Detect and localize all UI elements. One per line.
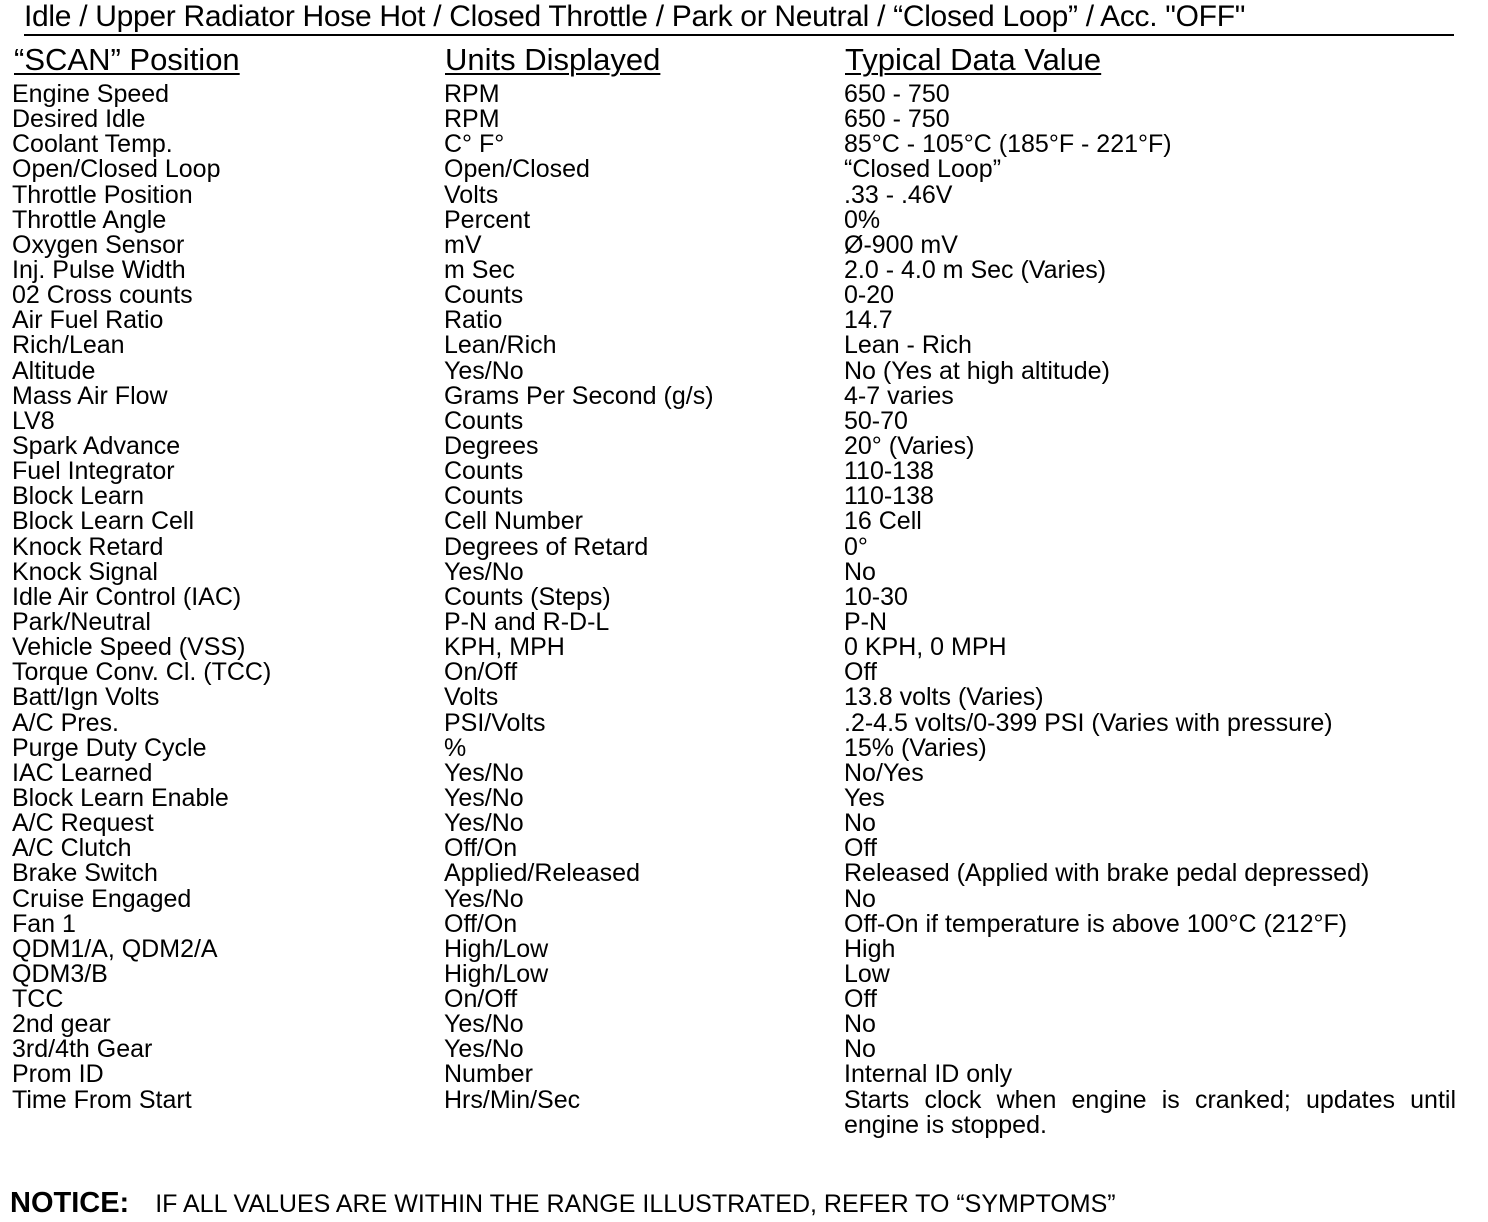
typical-data-value-cell: Lean - Rich [844, 331, 972, 360]
table-row [0, 557, 1488, 586]
units-displayed-cell: Hrs/Min/Sec [444, 1085, 581, 1114]
table-row [0, 132, 1488, 157]
scan-position-cell: Oxygen Sensor [12, 230, 185, 259]
table-row [0, 861, 1488, 886]
typical-data-value-cell: No [844, 557, 876, 586]
scan-position-cell: Vehicle Speed (VSS) [12, 633, 246, 662]
typical-data-value-cell: 14.7 [844, 306, 893, 335]
units-displayed-cell: Number [444, 1060, 533, 1089]
typical-data-value-cell: 50-70 [844, 406, 908, 435]
units-displayed-cell: Counts [444, 281, 524, 310]
data-table [0, 80, 1488, 1139]
scan-position-cell: Park/Neutral [12, 607, 151, 636]
typical-data-value-cell: No [844, 884, 876, 913]
table-row [0, 333, 1488, 358]
units-displayed-cell: Volts [444, 180, 499, 209]
units-displayed-cell: Counts [444, 482, 524, 511]
units-displayed-cell: PSI/Volts [444, 708, 546, 737]
scan-position-cell: Fuel Integrator [12, 457, 175, 486]
units-displayed-cell: Grams Per Second (g/s) [444, 381, 714, 410]
table-row [0, 283, 1488, 308]
typical-data-value-cell: Off [844, 985, 877, 1014]
typical-data-value-cell: No [844, 1035, 876, 1064]
units-displayed-cell: Ratio [444, 306, 503, 335]
typical-data-value-cell: “Closed Loop” [844, 155, 1002, 184]
table-row [0, 406, 1488, 435]
units-displayed-cell: Lean/Rich [444, 331, 557, 360]
table-row [0, 836, 1488, 861]
units-displayed-cell: High/Low [444, 934, 549, 963]
units-displayed-cell: Counts [444, 457, 524, 486]
units-displayed-cell: Open/Closed [444, 155, 590, 184]
table-row [0, 959, 1488, 988]
typical-data-value-cell: .2-4.5 volts/0-399 PSI (Varies with pressure) [844, 708, 1333, 737]
typical-data-value-cell: 0° [844, 532, 868, 561]
units-displayed-cell: m Sec [444, 255, 515, 284]
scan-position-cell: QDM3/B [12, 959, 108, 988]
table-row [0, 459, 1488, 484]
scan-position-cell: Knock Signal [12, 557, 158, 586]
scan-position-cell: 3rd/4th Gear [12, 1035, 153, 1064]
scan-position-cell: Coolant Temp. [12, 130, 173, 159]
units-displayed-cell: Cell Number [444, 507, 583, 536]
scan-position-cell: 02 Cross counts [12, 281, 193, 310]
scan-position-cell: LV8 [12, 406, 55, 435]
typical-data-value-cell: No [844, 1010, 876, 1039]
typical-data-value-cell: No/Yes [844, 758, 924, 787]
typical-data-value-cell: Ø-900 mV [844, 230, 958, 259]
table-row [0, 660, 1488, 685]
scan-position-cell: Idle Air Control (IAC) [12, 582, 242, 611]
table-row [0, 884, 1488, 913]
units-displayed-cell: KPH, MPH [444, 633, 565, 662]
table-row [0, 308, 1488, 333]
typical-data-value-cell: .33 - .46V [844, 180, 953, 209]
units-displayed-cell: Yes/No [444, 356, 524, 385]
scan-position-cell: Throttle Angle [12, 205, 167, 234]
typical-data-value-cell: 650 - 750 [844, 80, 950, 108]
table-row [0, 205, 1488, 234]
scan-position-cell: A/C Request [12, 809, 154, 838]
typical-data-value-cell: 650 - 750 [844, 105, 950, 134]
units-displayed-cell: mV [444, 230, 482, 259]
table-row [0, 1062, 1488, 1087]
units-displayed-cell: Off/On [444, 834, 518, 863]
table-row [0, 157, 1488, 182]
units-displayed-cell: On/Off [444, 985, 518, 1014]
table-row [0, 607, 1488, 636]
scan-position-cell: IAC Learned [12, 758, 153, 787]
typical-data-value-cell: Internal ID only [844, 1060, 1013, 1089]
table-row [0, 532, 1488, 561]
typical-data-value-cell: 16 Cell [844, 507, 922, 536]
typical-data-value-cell: 0% [844, 205, 881, 234]
table-row [0, 356, 1488, 385]
units-displayed-cell: Degrees of Retard [444, 532, 649, 561]
typical-data-value-cell: 13.8 volts (Varies) [844, 683, 1044, 712]
scan-position-cell: Cruise Engaged [12, 884, 192, 913]
table-row [0, 107, 1488, 132]
units-displayed-cell: Yes/No [444, 1035, 524, 1064]
units-displayed-cell: % [444, 733, 467, 762]
units-displayed-cell: C° F° [444, 130, 505, 159]
scan-position-cell: Altitude [12, 356, 96, 385]
table-row [0, 230, 1488, 259]
table-row [0, 934, 1488, 963]
scan-position-cell: Batt/Ign Volts [12, 683, 160, 712]
typical-data-value-cell: 2.0 - 4.0 m Sec (Varies) [844, 255, 1107, 284]
column-header-scan-position: “SCAN” Position [14, 42, 240, 77]
scan-position-cell: TCC [12, 985, 64, 1014]
units-displayed-cell: On/Off [444, 658, 518, 687]
scan-position-cell: Purge Duty Cycle [12, 733, 207, 762]
typical-data-value-cell: Off [844, 834, 877, 863]
table-row [0, 783, 1488, 812]
table-row [0, 987, 1488, 1012]
table-row [0, 1012, 1488, 1037]
typical-data-value-cell: Off [844, 658, 877, 687]
scan-position-cell: Brake Switch [12, 859, 158, 888]
units-displayed-cell: RPM [444, 105, 500, 134]
table-row [0, 635, 1488, 660]
scan-position-cell: Block Learn Enable [12, 783, 229, 812]
table-row [0, 484, 1488, 509]
scan-position-cell: Prom ID [12, 1060, 104, 1089]
table-row [0, 708, 1488, 737]
units-displayed-cell: P-N and R-D-L [444, 607, 610, 636]
scan-position-cell: Torque Conv. Cl. (TCC) [12, 658, 272, 687]
scan-position-cell: Engine Speed [12, 80, 170, 108]
scan-position-cell: Throttle Position [12, 180, 193, 209]
notice-label: NOTICE: [10, 1187, 130, 1219]
units-displayed-cell: Counts [444, 406, 524, 435]
page-title: Idle / Upper Radiator Hose Hot / Closed Throttle / Park or Neutral / “Closed Loop” / Acc. "OFF" [24, 0, 1454, 36]
typical-data-value-cell: 0-20 [844, 281, 895, 310]
typical-data-value-cell: 110-138 [844, 457, 934, 486]
table-row [0, 733, 1488, 762]
typical-data-value-cell: Low [844, 959, 890, 988]
table-row [0, 1085, 1488, 1139]
table-row [0, 1037, 1488, 1062]
units-displayed-cell: RPM [444, 80, 500, 108]
typical-data-value-cell: No [844, 809, 876, 838]
typical-data-value-cell: Off-On if temperature is above 100°C (212°F) [844, 909, 1348, 938]
scan-position-cell: 2nd gear [12, 1010, 111, 1039]
typical-data-value-cell: 4-7 varies [844, 381, 954, 410]
column-header-units-displayed: Units Displayed [445, 42, 661, 77]
table-row [0, 82, 1488, 107]
units-displayed-cell: Yes/No [444, 1010, 524, 1039]
table-row [0, 685, 1488, 710]
units-displayed-cell: Yes/No [444, 758, 524, 787]
table-row [0, 381, 1488, 410]
table-row [0, 509, 1488, 534]
scan-position-cell: Air Fuel Ratio [12, 306, 164, 335]
scan-position-cell: Fan 1 [12, 909, 76, 938]
table-row [0, 255, 1488, 284]
scan-position-cell: Block Learn [12, 482, 145, 511]
typical-data-value-cell: 15% (Varies) [844, 733, 987, 762]
scan-position-cell: Time From Start [12, 1085, 192, 1114]
table-row [0, 180, 1488, 209]
units-displayed-cell: Off/On [444, 909, 518, 938]
units-displayed-cell: Volts [444, 683, 499, 712]
units-displayed-cell: Yes/No [444, 809, 524, 838]
scan-position-cell: A/C Clutch [12, 834, 132, 863]
scan-position-cell: Desired Idle [12, 105, 146, 134]
scan-position-cell: Inj. Pulse Width [12, 255, 186, 284]
units-displayed-cell: Degrees [444, 431, 539, 460]
table-row [0, 758, 1488, 787]
scan-position-cell: Rich/Lean [12, 331, 125, 360]
typical-data-value-cell: 110-138 [844, 482, 934, 511]
scan-position-cell: Knock Retard [12, 532, 164, 561]
notice [10, 1186, 1116, 1221]
notice-text: IF ALL VALUES ARE WITHIN THE RANGE ILLUSTRATED, REFER TO “SYMPTOMS” [155, 1190, 1116, 1218]
scan-position-cell: Mass Air Flow [12, 381, 168, 410]
table-row [0, 582, 1488, 611]
typical-data-value-cell: 20° (Varies) [844, 431, 975, 460]
units-displayed-cell: Yes/No [444, 884, 524, 913]
typical-data-value-cell: P-N [844, 607, 888, 636]
scan-position-cell: A/C Pres. [12, 708, 119, 737]
scan-position-cell: Spark Advance [12, 431, 181, 460]
units-displayed-cell: Counts (Steps) [444, 582, 611, 611]
typical-data-value-cell: 10-30 [844, 582, 908, 611]
table-row [0, 431, 1488, 460]
scan-position-cell: QDM1/A, QDM2/A [12, 934, 218, 963]
scan-position-cell: Block Learn Cell [12, 507, 195, 536]
units-displayed-cell: Yes/No [444, 783, 524, 812]
units-displayed-cell: Applied/Released [444, 859, 640, 888]
typical-data-value-cell: Released (Applied with brake pedal depressed) [844, 859, 1370, 888]
column-header-typical-data-value: Typical Data Value [845, 42, 1102, 77]
typical-data-value-cell: 0 KPH, 0 MPH [844, 633, 1007, 662]
table-row [0, 909, 1488, 938]
table-row [0, 811, 1488, 836]
scan-position-cell: Open/Closed Loop [12, 155, 221, 184]
typical-data-value-cell: Yes [844, 783, 885, 812]
typical-data-value-cell: No (Yes at high altitude) [844, 356, 1110, 385]
typical-data-value-cell: Starts clock when engine is cranked; updates until engine is stopped. [844, 1085, 1456, 1139]
units-displayed-cell: Yes/No [444, 557, 524, 586]
typical-data-value-cell: 85°C - 105°C (185°F - 221°F) [844, 130, 1172, 159]
units-displayed-cell: Percent [444, 205, 531, 234]
units-displayed-cell: High/Low [444, 959, 549, 988]
typical-data-value-cell: High [844, 934, 896, 963]
